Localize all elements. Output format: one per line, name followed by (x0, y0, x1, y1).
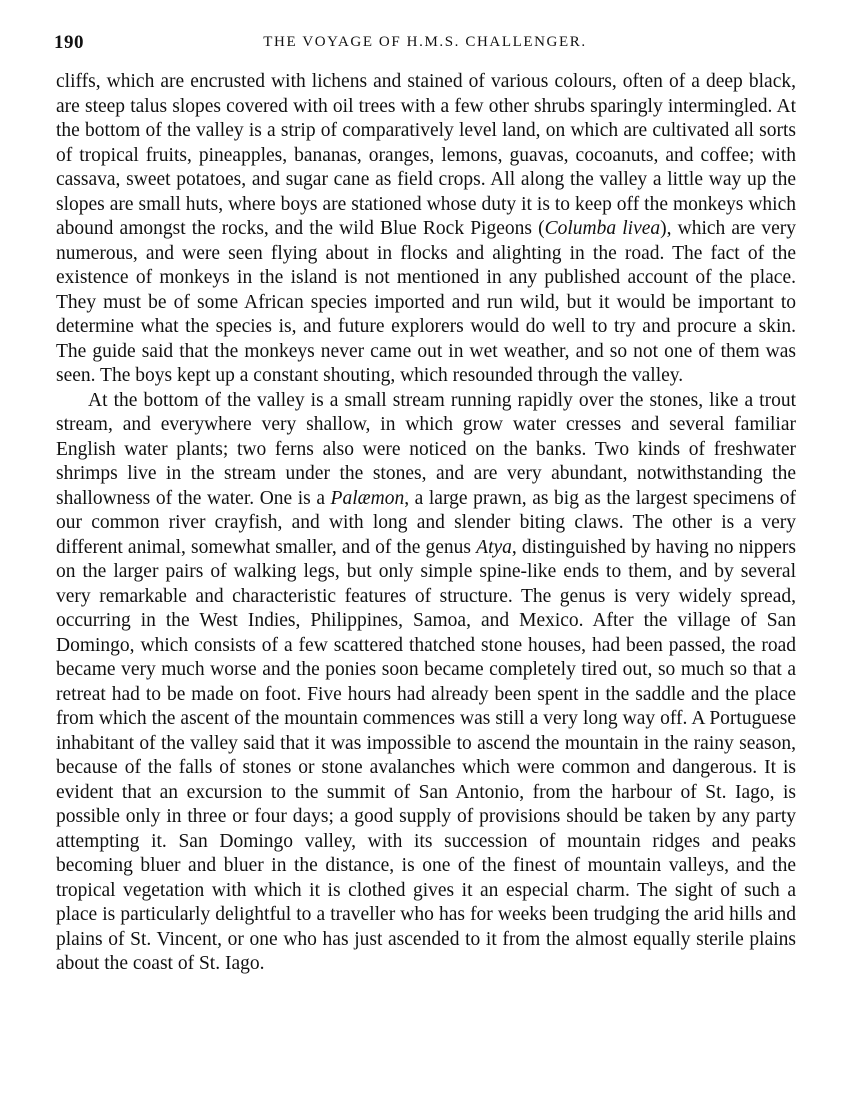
species-name: Columba livea (544, 218, 661, 239)
text-run: cliffs, which are encrusted with lichens and stained of various colours, often of a deep black, are steep talus slopes covered with oil trees with a few other shrubs sparingly intermingled. At the bottom of the valley is a strip of comparatively level land, on which are cultivated all sorts of tropical fruits, pineapples, bananas, oranges, lemons, guavas, cocoanuts, and coffee; with cassava, sweet potatoes, and sugar cane as field crops. All along the valley a little way up the slopes are small huts, where boys are stationed whose duty it is to keep off the monkeys which abound amongst the rocks, and the wild Blue Rock Pigeons ( (56, 71, 796, 239)
genus-name: Atya (476, 536, 512, 558)
text-run: , distinguished by having no nippers on the larger pairs of walking legs, but only simple spine-like ends to them, and by several very remarkable and characteristic features of structure. The genus is very widely spread, occurring in the West Indies, Philippines, Samoa, and Mexico. After the village of San Domingo, which consists of a few scattered thatched stone houses, had been passed, the road became very much worse and the ponies soon became completely tired out, so much so that a retreat had to be made on foot. Five hours had already been spent in the saddle and the place from which the ascent of the mountain commences was still a very long way off. A Portuguese inhabitant of the valley said that it was impossible to ascend the mountain in the rainy season, because of the falls of stones or stone avalanches which were common and dangerous. It is evident that an excursion to the summit of San Antonio, from the harbour of St. Iago, is possible only in three or four days; a good supply of provisions should be taken by any party attempting it. San Domingo valley, with its succession of mountain ridges and peaks becoming bluer and bluer in the distance, is one of the finest of mountain valleys, and the tropical vegetation with which it is clothed gives it an especial charm. The sight of such a place is particularly delightful to a traveller who has for weeks been trudging the arid hills and plains of St. Vincent, or one who has just ascended to it from the almost equally sterile plains about the coast of St. Iago. (56, 536, 797, 974)
running-head (54, 32, 796, 56)
text-run: ), which are very numerous, and were seen flying about in flocks and alighting in the road. The fact of the existence of monkeys in the island is not mentioned in any published account of the place. They must be of some African species imported and run wild, but it would be important to determine what the species is, and future explorers would do well to try and procure a skin. The guide said that the monkeys never came out in wet weather, and so not one of them was seen. The boys kept up a constant shouting, which resounded through the valley. (56, 218, 796, 386)
genus-name: Palæmon (330, 487, 405, 509)
text-run: At the bottom of the valley is a small stream running rapidly over the stones, like a trout stream, and everywhere very shallow, in which grow water cresses and several familiar English water plants; two ferns also were noticed on the banks. Two kinds of freshwater shrimps live in the stream under the stones, and are very abundant, notwithstanding the shallowness of the water. One is a (56, 389, 796, 509)
body-text (56, 70, 796, 977)
paragraph (56, 70, 796, 389)
page-number: 190 (54, 32, 84, 53)
running-title: THE VOYAGE OF H.M.S. CHALLENGER. (263, 34, 587, 50)
text-run: , a large prawn, as big as the largest specimens of our common river crayfish, and with long and slender biting claws. The other is a very different animal, somewhat smaller, and of the genus (56, 487, 796, 558)
paragraph (56, 389, 796, 977)
